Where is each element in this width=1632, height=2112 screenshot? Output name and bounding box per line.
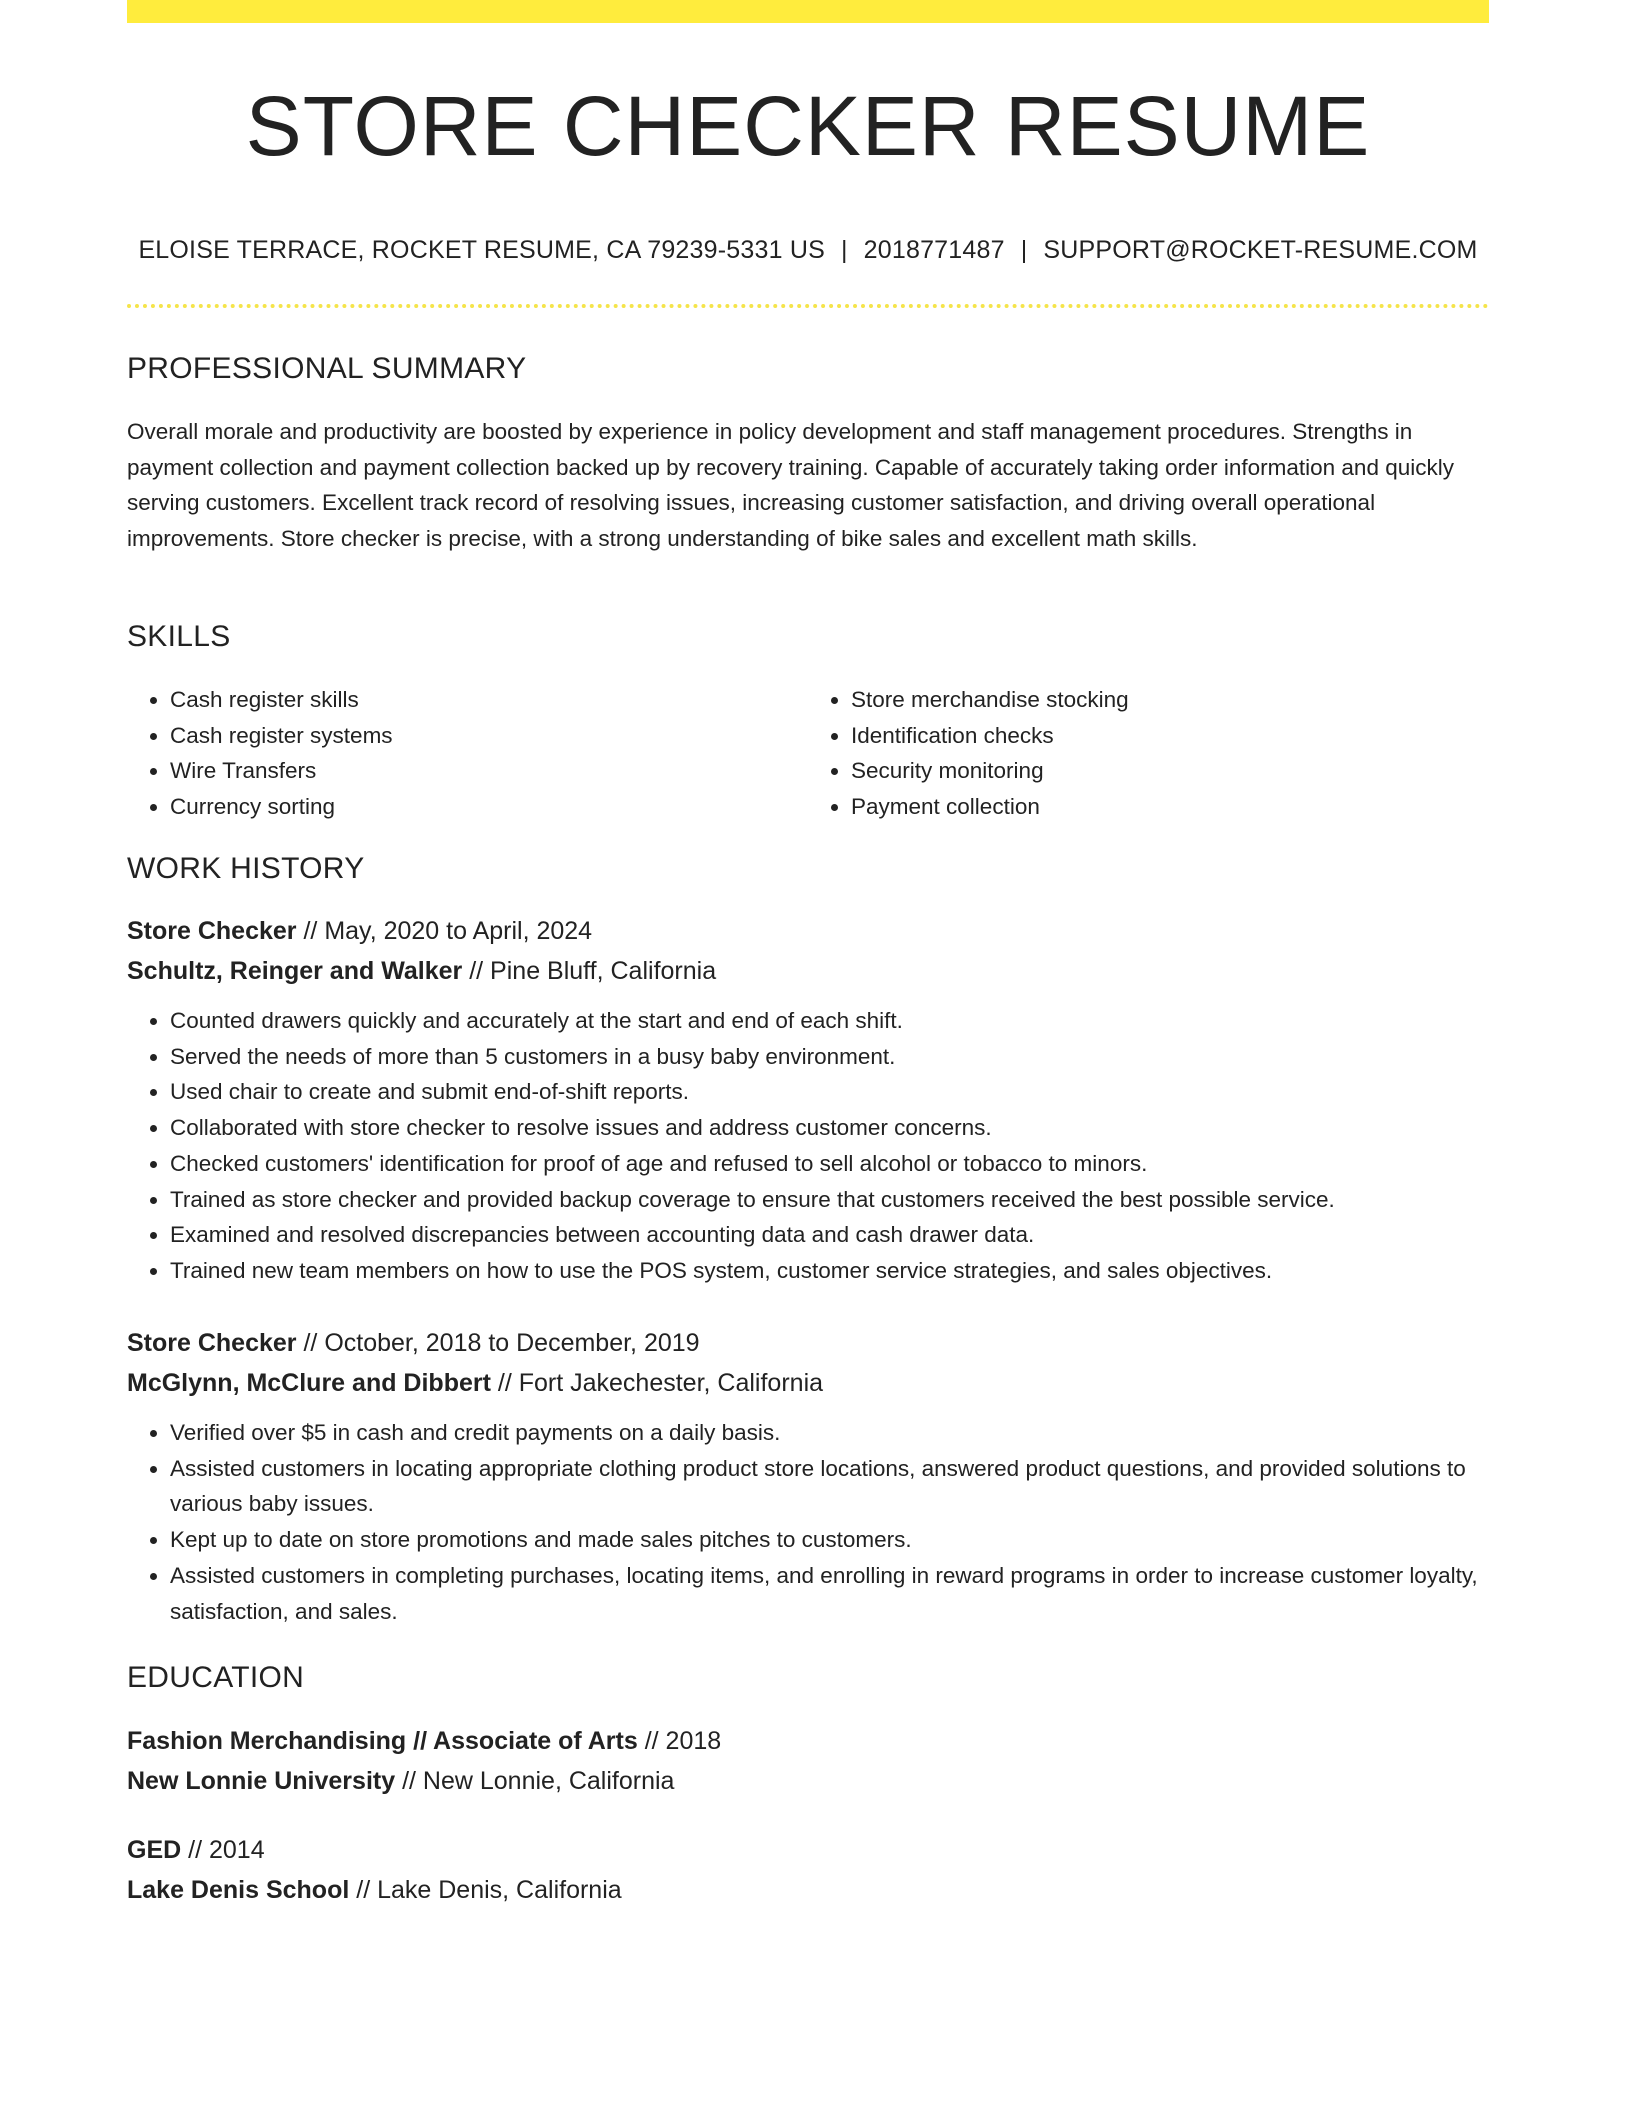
contact-separator: | — [840, 236, 848, 264]
job-bullets — [127, 1003, 1489, 1289]
education-heading-block — [127, 1661, 1489, 1695]
job-location: // Fort Jakechester, California — [497, 1369, 824, 1397]
job-title: Store Checker — [127, 1329, 297, 1357]
job-bullet: • Examined and resolved discrepancies between accounting data and cash drawer data. — [170, 1217, 1489, 1253]
job-bullet: • Trained new team members on how to use the POS system, customer service strategies, and sales objectives. — [170, 1253, 1489, 1289]
job-title: Store Checker — [127, 917, 297, 945]
education-school-line — [127, 1761, 1489, 1801]
job-entry — [127, 911, 1489, 1289]
job-dates: // October, 2018 to December, 2019 — [303, 1329, 700, 1357]
education-entry — [127, 1721, 1489, 1801]
skills-list-right — [808, 682, 1489, 825]
job-location: // Pine Bluff, California — [469, 957, 717, 985]
job-bullet: • Collaborated with store checker to resolve issues and address customer concerns. — [170, 1110, 1489, 1146]
job-title-line — [127, 911, 1489, 951]
job-bullet: • Assisted customers in completing purchases, locating items, and enrolling in reward programs in order to increase customer loyalty, satisfaction, and sales. — [170, 1558, 1489, 1629]
skills-heading: SKILLS — [127, 620, 231, 653]
resume-title: STORE CHECKER RESUME — [245, 79, 1371, 173]
skill-item: • Cash register systems — [170, 718, 808, 754]
skill-item: • Wire Transfers — [170, 753, 808, 789]
top-accent-bar — [127, 0, 1489, 23]
dotted-divider — [127, 304, 1489, 308]
education-location: // New Lonnie, California — [402, 1767, 675, 1795]
education-year: // 2018 — [644, 1727, 722, 1755]
skill-item: • Payment collection — [851, 789, 1489, 825]
work-history-heading-block — [127, 852, 1489, 886]
job-title-line — [127, 1323, 1489, 1363]
job-entry — [127, 1323, 1489, 1629]
education-entry — [127, 1830, 1489, 1910]
education-heading: EDUCATION — [127, 1661, 305, 1694]
education-degree: Fashion Merchandising // Associate of Arts — [127, 1727, 638, 1755]
work-history-heading: WORK HISTORY — [127, 852, 365, 885]
job-bullet: • Kept up to date on store promotions and made sales pitches to customers. — [170, 1522, 1489, 1558]
skill-item: • Security monitoring — [851, 753, 1489, 789]
summary-heading: PROFESSIONAL SUMMARY — [127, 352, 527, 385]
skill-item: • Identification checks — [851, 718, 1489, 754]
education-school: Lake Denis School — [127, 1876, 350, 1904]
job-company: McGlynn, McClure and Dibbert — [127, 1369, 491, 1397]
skills-section — [127, 620, 1489, 825]
job-company: Schultz, Reinger and Walker — [127, 957, 463, 985]
job-company-line — [127, 1363, 1489, 1403]
education-degree: GED — [127, 1836, 182, 1864]
contact-separator: | — [1020, 236, 1028, 264]
skill-item: • Store merchandise stocking — [851, 682, 1489, 718]
skills-columns — [127, 682, 1489, 825]
education-degree-line — [127, 1830, 1489, 1870]
job-bullet: • Checked customers' identification for proof of age and refused to sell alcohol or tobacco to minors. — [170, 1146, 1489, 1182]
summary-text: Overall morale and productivity are boosted by experience in policy development and staff management procedures. Strengths in payment collection and payment collection backed up by recovery training. Capable of accurately taking order information and quickly serving customers. Excellent track record of resolving issues, increasing customer satisfaction, and driving overall operational improvements. Store checker is precise, with a strong understanding of bike sales and excellent math skills. — [127, 419, 1454, 552]
education-degree-line — [127, 1721, 1489, 1761]
skill-item: • Currency sorting — [170, 789, 808, 825]
job-bullet: • Served the needs of more than 5 customers in a busy baby environment. — [170, 1039, 1489, 1075]
job-bullets — [127, 1415, 1489, 1629]
job-bullet: • Counted drawers quickly and accurately at the start and end of each shift. — [170, 1003, 1489, 1039]
education-school: New Lonnie University — [127, 1767, 396, 1795]
job-bullet: • Used chair to create and submit end-of-shift reports. — [170, 1074, 1489, 1110]
job-bullet: • Assisted customers in locating appropriate clothing product store locations, answered product questions, and provided solutions to various baby issues. — [170, 1451, 1489, 1522]
job-dates: // May, 2020 to April, 2024 — [303, 917, 593, 945]
education-school-line — [127, 1870, 1489, 1910]
education-year: // 2014 — [188, 1836, 265, 1864]
skill-item: • Cash register skills — [170, 682, 808, 718]
job-bullet: • Verified over $5 in cash and credit payments on a daily basis. — [170, 1415, 1489, 1451]
contact-address: ELOISE TERRACE, ROCKET RESUME, CA 79239-5331 US — [138, 236, 825, 264]
skills-list-left — [127, 682, 808, 825]
job-company-line — [127, 951, 1489, 991]
job-bullet: • Trained as store checker and provided backup coverage to ensure that customers received the best possible service. — [170, 1182, 1489, 1218]
contact-email: SUPPORT@ROCKET-RESUME.COM — [1043, 236, 1478, 264]
contact-line — [127, 236, 1489, 265]
education-location: // Lake Denis, California — [356, 1876, 622, 1904]
contact-phone: 2018771487 — [863, 236, 1005, 264]
summary-section — [127, 352, 1489, 557]
